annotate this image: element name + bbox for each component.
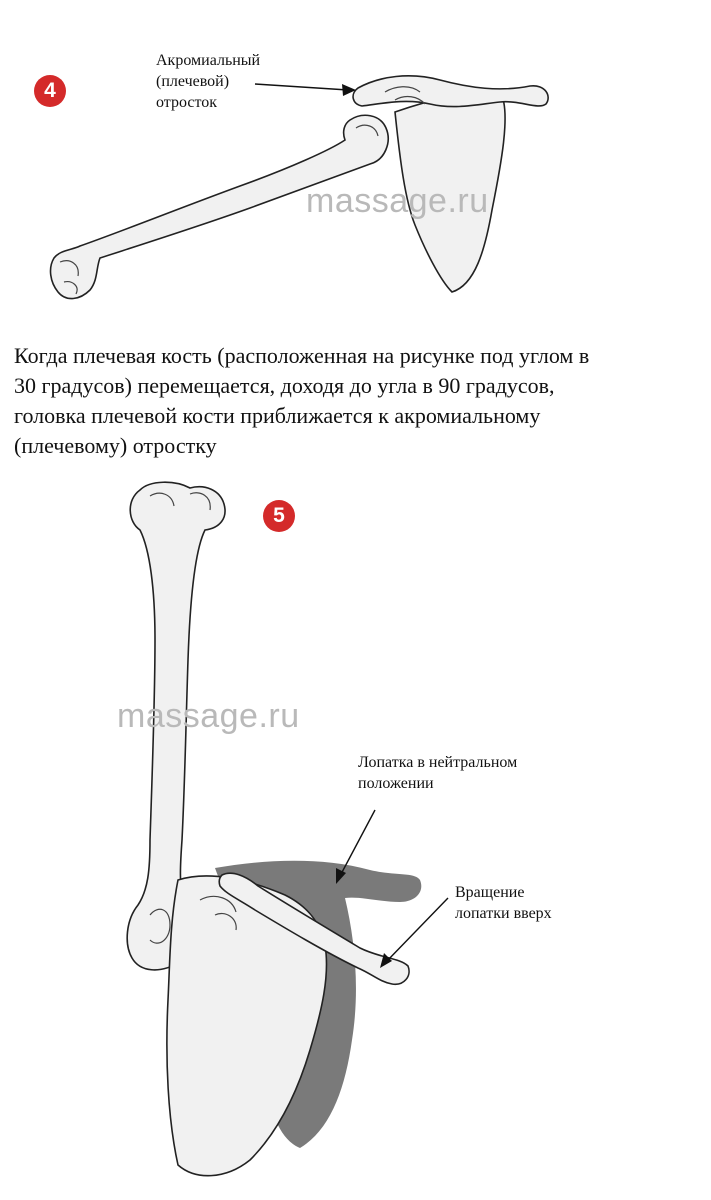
- watermark-figure-5: massage.ru: [117, 697, 300, 735]
- rotation-label-line-2: лопатки вверх: [455, 905, 552, 922]
- caption-line-1: Когда плечевая кость (расположенная на рисунке под углом в: [14, 343, 590, 368]
- neutral-label-line-2: положении: [358, 775, 434, 792]
- acromion-label-line-1: Акромиальный: [156, 52, 261, 69]
- caption-line-3: головка плечевой кости приближается к акромиальному: [14, 403, 541, 428]
- caption-line-4: (плечевому) отростку: [14, 433, 217, 458]
- figure-5-badge: 5: [263, 500, 295, 532]
- rotation-label-line-1: Вращение: [455, 884, 525, 901]
- neutral-scapula-arrow: [340, 810, 375, 876]
- acromion-label-line-2: (плечевой): [156, 73, 230, 90]
- figure-4-badge: 4: [34, 75, 66, 107]
- neutral-position-label: [358, 752, 517, 794]
- rotation-label: [455, 882, 552, 924]
- caption-line-2: 30 градусов) перемещается, доходя до угла в 90 градусов,: [14, 373, 555, 398]
- acromion-label-line-3: отросток: [156, 94, 218, 111]
- rotation-arrow: [386, 898, 448, 962]
- neutral-label-line-1: Лопатка в нейтральном: [358, 754, 518, 771]
- watermark-figure-4: massage.ru: [306, 182, 489, 220]
